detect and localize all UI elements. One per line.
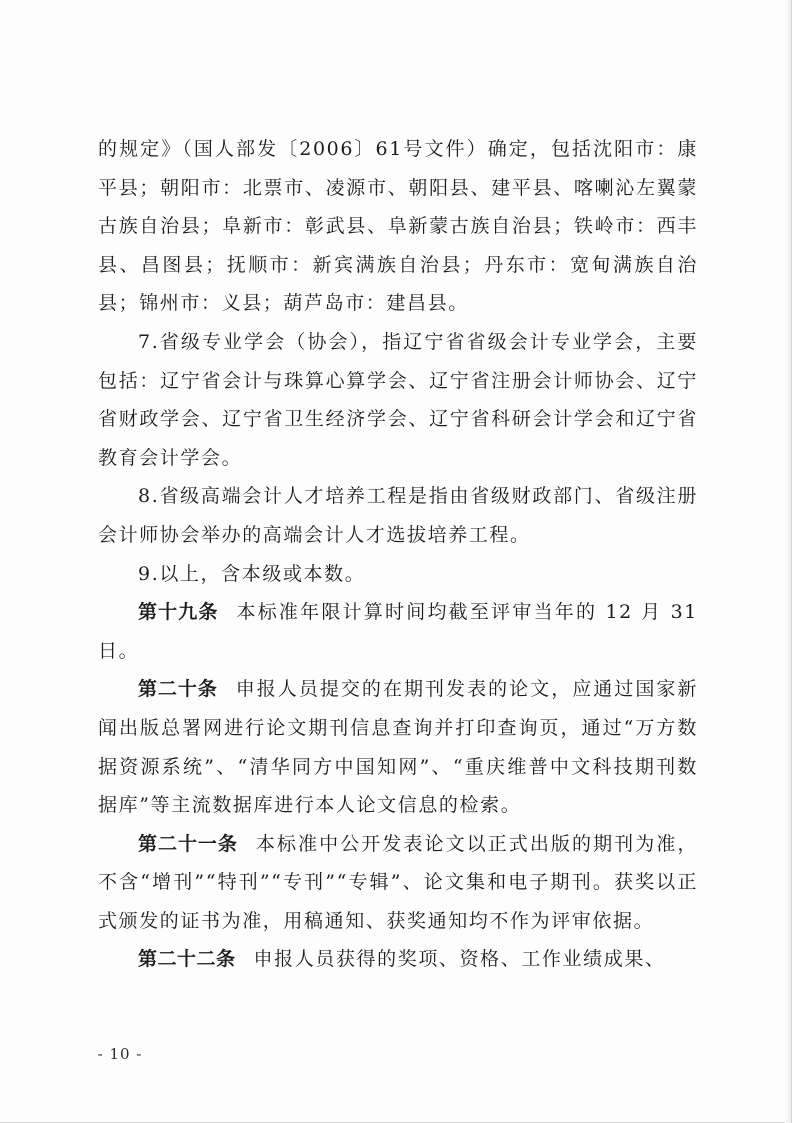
paragraph-continued-regulation (98, 130, 698, 323)
article-text: 本标准中公开发表论文以正式出版的期刊为准，不含“增刊”“特刊”“专刊”“专辑”、论文集和电子期刊。获奖以正式颁发的证书为准，用稿通知、获奖通知均不作为评审依据。 (98, 832, 698, 932)
article-heading: 第二十一条 (138, 832, 238, 855)
paragraph-text: 的规定》（国人部发〔2006〕61号文件）确定，包括沈阳市：康平县；朝阳市：北票市、凌源市、朝阳县、建平县、喀喇沁左翼蒙古族自治县；阜新市：彰武县、阜新蒙古族自治县；铁岭市：西丰县、昌图县；抚顺市：新宾满族自治县；丹东市：宽甸满族自治县；锦州市：义县；葫芦岛市：建昌县。 (98, 138, 698, 315)
paragraph-item-8 (98, 477, 698, 554)
paragraph-text: 9.以上，含本级或本数。 (138, 562, 366, 585)
document-body (98, 130, 698, 979)
article-text: 申报人员提交的在期刊发表的论文，应通过国家新闻出版总署网进行论文期刊信息查询并打印查询页，通过“万方数据资源系统”、“清华同方中国知网”、“重庆维普中文科技期刊数据库”等主流数据库进行本人论文信息的检索。 (98, 678, 698, 817)
paragraph-item-9 (98, 555, 698, 594)
paragraph-text: 8.省级高端会计人才培养工程是指由省级财政部门、省级注册会计师协会举办的高端会计人才选拔培养工程。 (98, 485, 698, 546)
article-heading: 第二十条 (138, 678, 218, 701)
paragraph-item-7 (98, 323, 698, 477)
article-21 (98, 825, 698, 941)
article-22 (98, 940, 698, 979)
article-text: 申报人员获得的奖项、资格、工作业绩成果、 (253, 948, 666, 971)
article-19 (98, 593, 698, 670)
scan-edge (785, 0, 791, 1123)
article-text: 本标准年限计算时间均截至评审当年的 12 月 31 日。 (98, 601, 698, 662)
article-heading: 第十九条 (138, 601, 219, 624)
paragraph-text: 7.省级专业学会（协会），指辽宁省省级会计专业学会，主要包括：辽宁省会计与珠算心算学会、辽宁省注册会计师协会、辽宁省财政学会、辽宁省卫生经济学会、辽宁省科研会计学会和辽宁省教育会计学会。 (98, 330, 698, 469)
article-20 (98, 670, 698, 824)
page-number: - 10 - (97, 1045, 143, 1063)
article-heading: 第二十二条 (138, 948, 236, 971)
